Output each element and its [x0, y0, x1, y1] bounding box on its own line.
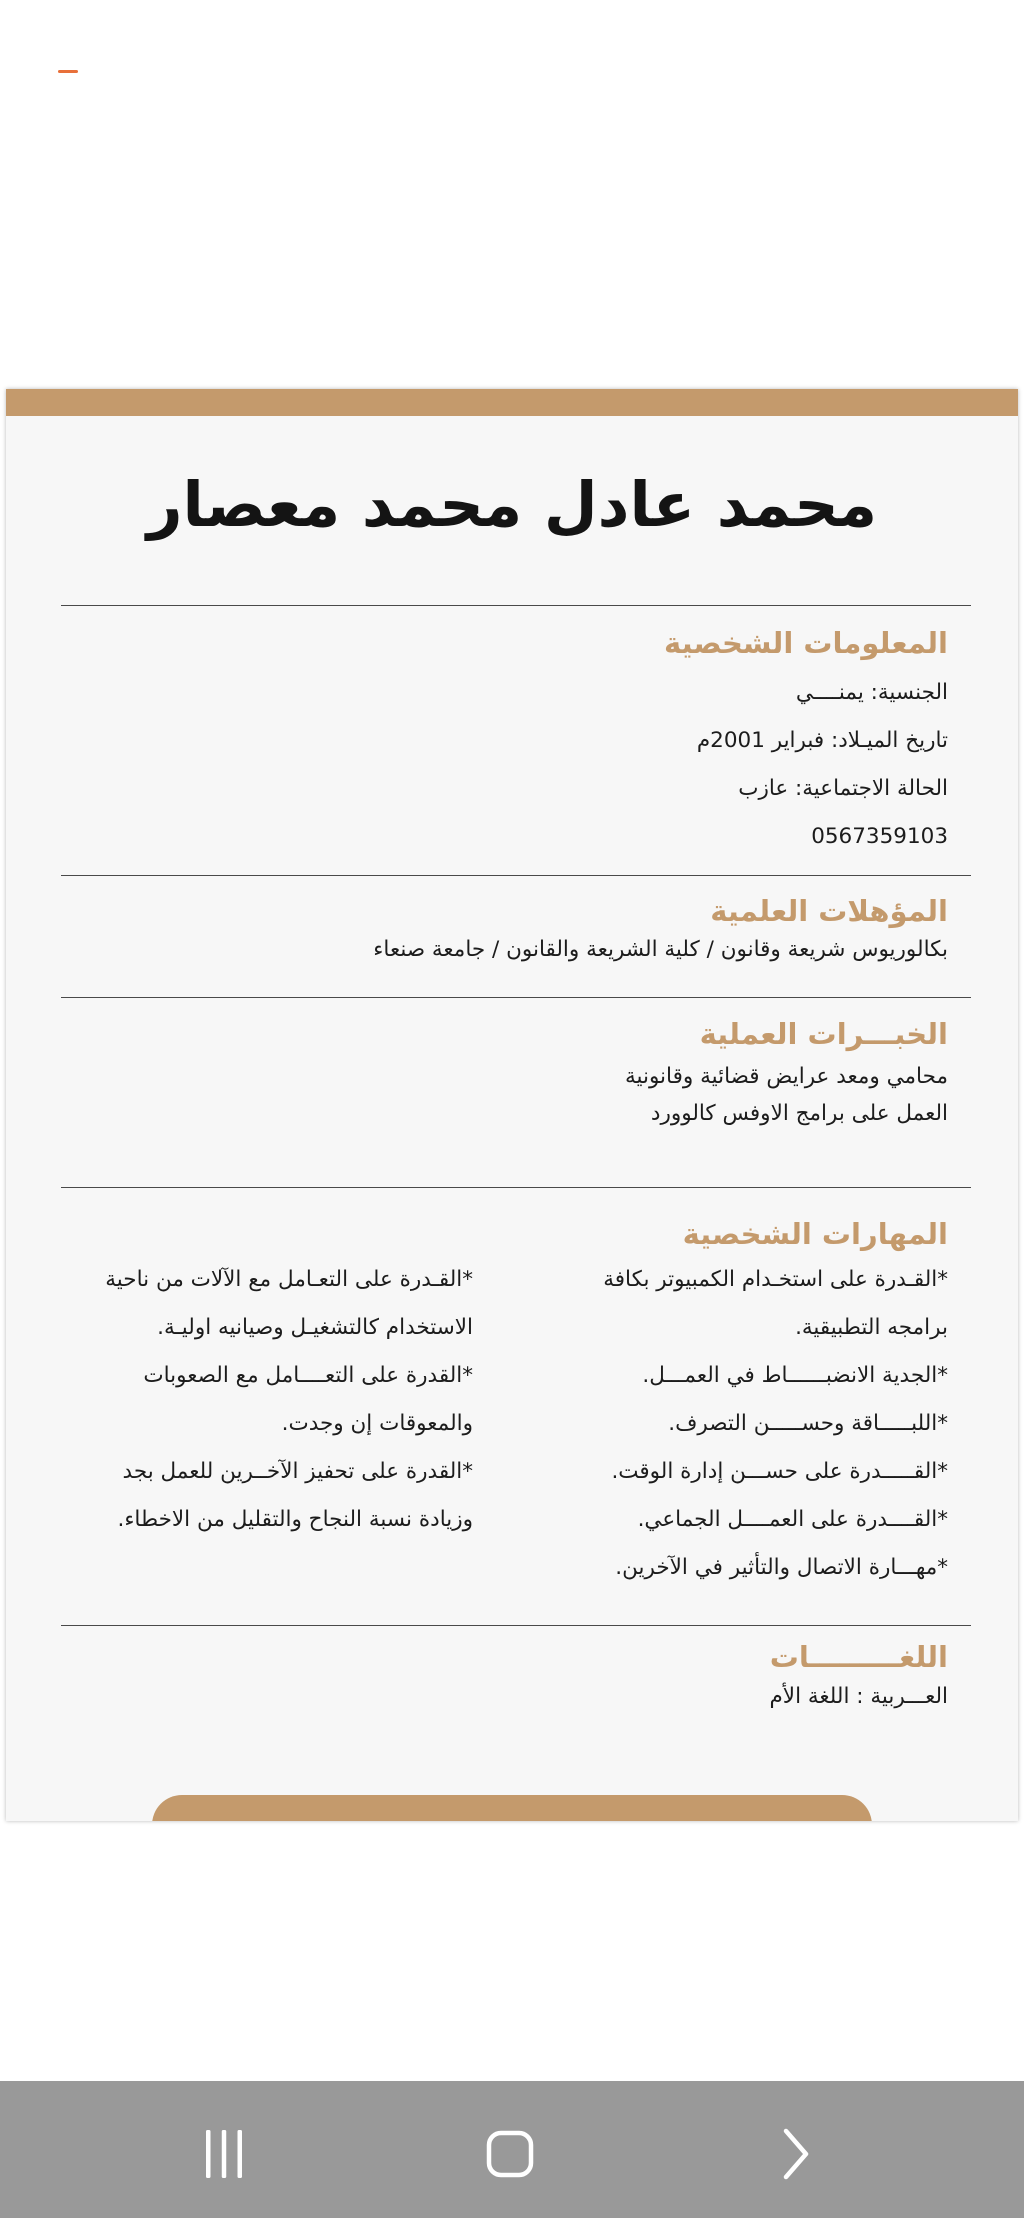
section-title-qualifications: المؤهلات العلمية	[710, 894, 948, 928]
divider	[61, 875, 971, 876]
recent-apps-button[interactable]	[189, 2119, 259, 2189]
birth-date-text: تاريخ الميـلاد: فبراير 2001م	[696, 728, 948, 753]
section-title-languages: اللغـــــــــات	[769, 1640, 948, 1674]
skill-line: وزيادة نسبة النجاح والتقليل من الاخطاء.	[117, 1507, 473, 1532]
marital-status-text: الحالة الاجتماعية: عازب	[738, 776, 948, 801]
status-indicator	[58, 70, 78, 73]
recent-apps-icon	[200, 2127, 248, 2181]
skill-line: *اللبـــــاقة وحســـــن التصرف.	[668, 1411, 948, 1436]
document-header-bar	[6, 389, 1018, 416]
home-icon	[484, 2128, 536, 2180]
skill-line: *الجدية الانضبــــــاط في العمـــل.	[642, 1363, 948, 1388]
skill-line: برامجه التطبيقية.	[795, 1315, 948, 1340]
divider	[61, 997, 971, 998]
skill-line: *مهـــارة الاتصال والتأثير في الآخرين.	[615, 1555, 948, 1580]
system-navigation-bar	[0, 2081, 1024, 2218]
skill-line: *القدرة على التعــــامل مع الصعوبات	[143, 1363, 473, 1388]
back-icon	[776, 2126, 816, 2182]
skill-line: *القدرة على تحفيز الآخــرين للعمل بجد	[122, 1459, 473, 1484]
home-button[interactable]	[475, 2119, 545, 2189]
nationality-text: الجنسية: يمنــــي	[795, 680, 948, 705]
divider	[61, 1625, 971, 1626]
divider	[61, 605, 971, 606]
skill-line: *القـدرة على التعـامل مع الآلات من ناحية	[105, 1267, 473, 1292]
section-title-personal-info: المعلومات الشخصية	[664, 626, 948, 660]
skill-line: والمعوقات إن وجدت.	[281, 1411, 473, 1436]
section-title-experience: الخبـــرات العملية	[699, 1017, 948, 1051]
document-footer-decoration	[152, 1795, 872, 1821]
skill-line: *القـدرة على استخـدام الكمبيوتر بكافة	[603, 1267, 948, 1292]
section-title-skills: المهارات الشخصية	[682, 1217, 948, 1251]
experience-line: العمل على برامج الاوفس كالوورد	[650, 1101, 948, 1126]
person-name: محمد عادل محمد معصار	[146, 468, 878, 541]
skill-line: *القـــــدرة على حســـن إدارة الوقت.	[611, 1459, 948, 1484]
cv-document-page[interactable]	[6, 389, 1018, 1821]
language-line: العـــربية : اللغة الأم	[769, 1684, 948, 1709]
experience-line: محامي ومعد عرايض قضائية وقانونية	[624, 1064, 948, 1089]
phone-number-text: 0567359103	[811, 824, 948, 849]
back-button[interactable]	[761, 2119, 831, 2189]
skill-line: *القــــدرة على العمــــل الجماعي.	[637, 1507, 948, 1532]
divider	[61, 1187, 971, 1188]
skill-line: الاستخدام كالتشغيـل وصيانيه اوليـة.	[157, 1315, 473, 1340]
degree-text: بكالوريوس شريعة وقانون / كلية الشريعة والقانون / جامعة صنعاء	[373, 937, 948, 962]
